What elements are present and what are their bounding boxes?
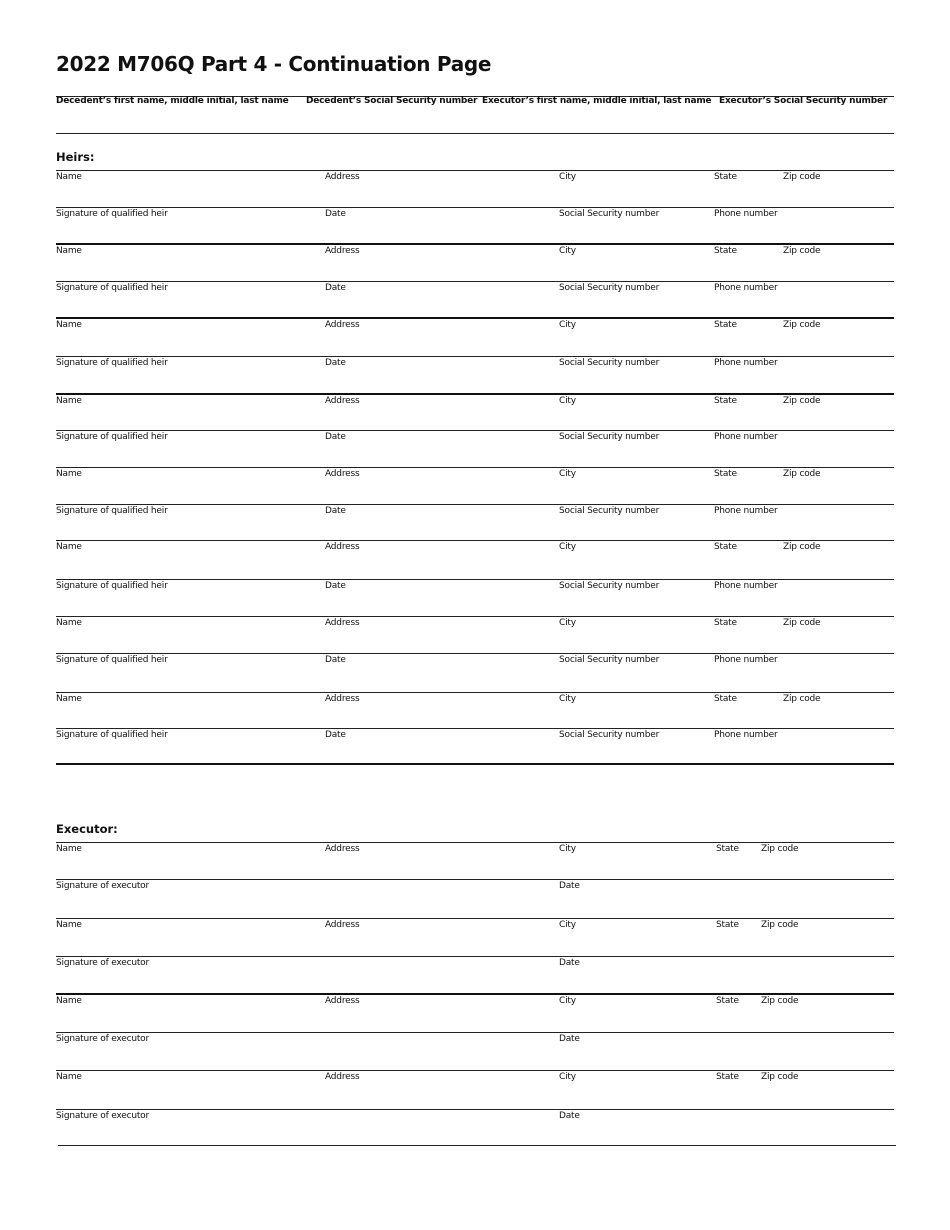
heir-2-city-field[interactable]: City	[559, 246, 576, 256]
heirs-bottom-rule	[56, 763, 894, 765]
executor-1-city-field[interactable]: City	[559, 844, 576, 854]
executor-4-city-field[interactable]: City	[559, 1072, 576, 1082]
heir-6-ssn-field[interactable]: Social Security number	[559, 581, 660, 591]
heir-3-date-field[interactable]: Date	[325, 358, 346, 368]
heir-1-state-field[interactable]: State	[714, 172, 737, 182]
heir-7-name-field[interactable]: Name	[56, 618, 82, 628]
executor-name-field[interactable]: Executor’s first name, middle initial, last name	[482, 96, 712, 106]
executor-4-info-row	[56, 1070, 894, 1107]
executor-2-signature-field[interactable]: Signature of executor	[56, 958, 149, 968]
heir-5-ssn-field[interactable]: Social Security number	[559, 506, 660, 516]
heir-4-zip-field[interactable]: Zip code	[783, 396, 821, 406]
heir-5-name-field[interactable]: Name	[56, 469, 82, 479]
heir-1-signature-row	[56, 207, 894, 244]
header-bottom-rule	[56, 133, 894, 134]
executor-1-signature-field[interactable]: Signature of executor	[56, 881, 149, 891]
executor-4-name-field[interactable]: Name	[56, 1072, 82, 1082]
heir-1-ssn-field[interactable]: Social Security number	[559, 209, 660, 219]
executor-1-address-field[interactable]: Address	[325, 844, 360, 854]
heir-2-zip-field[interactable]: Zip code	[783, 246, 821, 256]
heir-7-info-row	[56, 616, 894, 653]
heir-3-state-field[interactable]: State	[714, 320, 737, 330]
heir-6-address-field[interactable]: Address	[325, 542, 360, 552]
executor-3-state-field[interactable]: State	[716, 996, 739, 1006]
heir-5-date-field[interactable]: Date	[325, 506, 346, 516]
executor-4-date-field[interactable]: Date	[559, 1111, 580, 1121]
executor-2-state-field[interactable]: State	[716, 920, 739, 930]
heir-4-city-field[interactable]: City	[559, 396, 576, 406]
heir-3-phone-field[interactable]: Phone number	[714, 358, 778, 368]
executor-1-zip-field[interactable]: Zip code	[761, 844, 799, 854]
heir-8-city-field[interactable]: City	[559, 694, 576, 704]
heir-5-signature-row	[56, 504, 894, 541]
decedent-ssn-field[interactable]: Decedent’s Social Security number	[306, 96, 478, 106]
executor-2-signature-row	[56, 956, 894, 993]
heir-4-name-field[interactable]: Name	[56, 396, 82, 406]
heir-7-signature-row	[56, 653, 894, 690]
heir-7-date-field[interactable]: Date	[325, 655, 346, 665]
heir-3-address-field[interactable]: Address	[325, 320, 360, 330]
heir-2-info-row	[56, 243, 894, 281]
heir-5-zip-field[interactable]: Zip code	[783, 469, 821, 479]
heir-5-address-field[interactable]: Address	[325, 469, 360, 479]
heir-6-signature-field[interactable]: Signature of qualified heir	[56, 581, 168, 591]
heir-1-zip-field[interactable]: Zip code	[783, 172, 821, 182]
heir-2-date-field[interactable]: Date	[325, 283, 346, 293]
executor-3-address-field[interactable]: Address	[325, 996, 360, 1006]
executor-3-date-field[interactable]: Date	[559, 1034, 580, 1044]
heir-7-address-field[interactable]: Address	[325, 618, 360, 628]
heir-7-city-field[interactable]: City	[559, 618, 576, 628]
heir-4-address-field[interactable]: Address	[325, 396, 360, 406]
heir-1-city-field[interactable]: City	[559, 172, 576, 182]
executor-1-state-field[interactable]: State	[716, 844, 739, 854]
heir-2-state-field[interactable]: State	[714, 246, 737, 256]
executor-3-city-field[interactable]: City	[559, 996, 576, 1006]
heir-3-info-row	[56, 317, 894, 355]
heir-4-signature-row	[56, 430, 894, 467]
executor-3-signature-row	[56, 1032, 894, 1069]
heir-6-info-row	[56, 540, 894, 577]
executor-3-info-row	[56, 993, 894, 1031]
heir-2-signature-row	[56, 281, 894, 318]
heir-1-phone-field[interactable]: Phone number	[714, 209, 778, 219]
heir-8-name-field[interactable]: Name	[56, 694, 82, 704]
page-title: 2022 M706Q Part 4 - Continuation Page	[56, 52, 492, 76]
heir-5-info-row	[56, 467, 894, 504]
heir-3-signature-field[interactable]: Signature of qualified heir	[56, 358, 168, 368]
heir-3-city-field[interactable]: City	[559, 320, 576, 330]
heir-2-signature-field[interactable]: Signature of qualified heir	[56, 283, 168, 293]
executor-2-date-field[interactable]: Date	[559, 958, 580, 968]
heir-6-zip-field[interactable]: Zip code	[783, 542, 821, 552]
executors-bottom-rule	[58, 1145, 896, 1146]
heir-4-signature-field[interactable]: Signature of qualified heir	[56, 432, 168, 442]
heir-5-state-field[interactable]: State	[714, 469, 737, 479]
heir-2-ssn-field[interactable]: Social Security number	[559, 283, 660, 293]
executor-2-city-field[interactable]: City	[559, 920, 576, 930]
heir-3-ssn-field[interactable]: Social Security number	[559, 358, 660, 368]
heir-4-ssn-field[interactable]: Social Security number	[559, 432, 660, 442]
heir-8-signature-row	[56, 728, 894, 765]
heirs-heading: Heirs:	[56, 150, 95, 164]
heir-7-signature-field[interactable]: Signature of qualified heir	[56, 655, 168, 665]
heir-6-date-field[interactable]: Date	[325, 581, 346, 591]
heir-8-state-field[interactable]: State	[714, 694, 737, 704]
decedent-name-field[interactable]: Decedent’s first name, middle initial, last name	[56, 96, 289, 106]
heir-4-info-row	[56, 393, 894, 431]
heir-5-phone-field[interactable]: Phone number	[714, 506, 778, 516]
executor-1-signature-row	[56, 879, 894, 916]
heir-7-ssn-field[interactable]: Social Security number	[559, 655, 660, 665]
heir-8-ssn-field[interactable]: Social Security number	[559, 730, 660, 740]
executor-4-signature-row	[56, 1109, 894, 1146]
executor-heading: Executor:	[56, 822, 118, 836]
executor-3-signature-field[interactable]: Signature of executor	[56, 1034, 149, 1044]
executor-2-address-field[interactable]: Address	[325, 920, 360, 930]
heir-2-name-field[interactable]: Name	[56, 246, 82, 256]
heir-2-address-field[interactable]: Address	[325, 246, 360, 256]
heir-1-name-field[interactable]: Name	[56, 172, 82, 182]
heir-8-phone-field[interactable]: Phone number	[714, 730, 778, 740]
heir-7-state-field[interactable]: State	[714, 618, 737, 628]
heir-6-name-field[interactable]: Name	[56, 542, 82, 552]
executor-4-zip-field[interactable]: Zip code	[761, 1072, 799, 1082]
heir-8-info-row	[56, 692, 894, 729]
heir-1-address-field[interactable]: Address	[325, 172, 360, 182]
heir-3-zip-field[interactable]: Zip code	[783, 320, 821, 330]
heir-8-address-field[interactable]: Address	[325, 694, 360, 704]
heir-2-phone-field[interactable]: Phone number	[714, 283, 778, 293]
executor-1-info-row	[56, 842, 894, 879]
heir-6-state-field[interactable]: State	[714, 542, 737, 552]
heir-4-state-field[interactable]: State	[714, 396, 737, 406]
heir-8-signature-field[interactable]: Signature of qualified heir	[56, 730, 168, 740]
heir-5-city-field[interactable]: City	[559, 469, 576, 479]
heir-7-zip-field[interactable]: Zip code	[783, 618, 821, 628]
executor-4-signature-field[interactable]: Signature of executor	[56, 1111, 149, 1121]
executor-ssn-field[interactable]: Executor’s Social Security number	[719, 96, 888, 106]
executor-2-zip-field[interactable]: Zip code	[761, 920, 799, 930]
heir-4-phone-field[interactable]: Phone number	[714, 432, 778, 442]
heir-7-phone-field[interactable]: Phone number	[714, 655, 778, 665]
heir-3-name-field[interactable]: Name	[56, 320, 82, 330]
heir-6-phone-field[interactable]: Phone number	[714, 581, 778, 591]
executor-3-name-field[interactable]: Name	[56, 996, 82, 1006]
heir-3-signature-row	[56, 356, 894, 393]
executor-4-address-field[interactable]: Address	[325, 1072, 360, 1082]
executor-4-state-field[interactable]: State	[716, 1072, 739, 1082]
heir-8-zip-field[interactable]: Zip code	[783, 694, 821, 704]
heir-8-date-field[interactable]: Date	[325, 730, 346, 740]
executor-2-name-field[interactable]: Name	[56, 920, 82, 930]
heir-1-date-field[interactable]: Date	[325, 209, 346, 219]
heir-6-city-field[interactable]: City	[559, 542, 576, 552]
heir-1-info-row	[56, 170, 894, 207]
executor-2-info-row	[56, 918, 894, 955]
heir-5-signature-field[interactable]: Signature of qualified heir	[56, 506, 168, 516]
executor-1-date-field[interactable]: Date	[559, 881, 580, 891]
heir-4-date-field[interactable]: Date	[325, 432, 346, 442]
heir-1-signature-field[interactable]: Signature of qualified heir	[56, 209, 168, 219]
executor-1-name-field[interactable]: Name	[56, 844, 82, 854]
executor-3-zip-field[interactable]: Zip code	[761, 996, 799, 1006]
heir-6-signature-row	[56, 579, 894, 616]
